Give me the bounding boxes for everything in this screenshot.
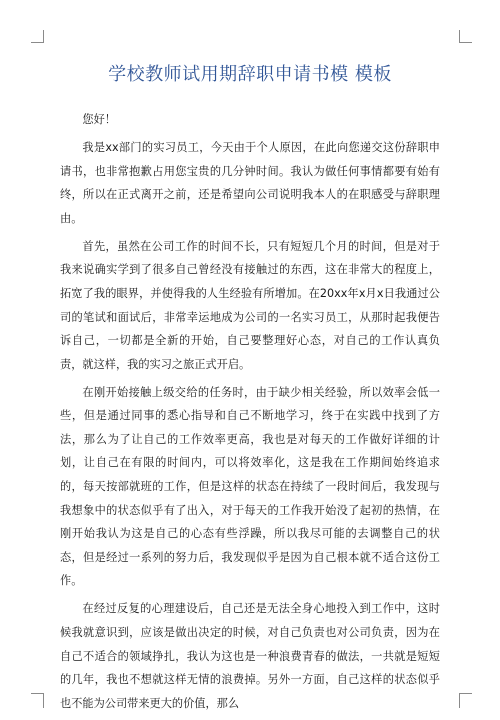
document-title: 学校教师试用期辞职申请书模 模板	[108, 64, 392, 85]
paragraph-2: 首先，虽然在公司工作的时间不长，只有短短几个月的时间，但是对于我来说确实学到了很多自己曾经没有接触过的东西，这在非常大的程度上，拓宽了我的眼界，并使得我的人生经验有所增加。在20xx年x月x日我通过公司的笔试和面试后，非常幸运地成为公司的一名实习员工，从那时起我便告诉自己，一切都是全新的开始，自己要整理好心态，对自己的工作认真负责，就这样，我的实习之旅正式开启。	[60, 239, 440, 371]
paragraph-4: 在经过反复的心理建设后，自己还是无法全身心地投入到工作中，这时候我就意识到，应该是做出决定的时候，对自己负责也对公司负责，因为在自己不适合的领域挣扎，我认为这也是一种浪费青春的做法，一共就是短短的几年，我也不想就这样无情的浪费掉。另外一方面，自己这样的状态似乎也不能为公司带来更大的价值，那么	[60, 602, 440, 710]
paragraph-3: 在刚开始接触上级交给的任务时，由于缺少相关经验，所以效率会低一些，但是通过同事的悉心指导和自己不断地学习，终于在实践中找到了方法，那么为了让自己的工作效率更高，我也是对每天的工作做好详细的计划，让自己在有限的时间内，可以将效率化，这是我在工作期间始终追求的，每天按部就班的工作，但是这样的状态在持续了一段时间后，我发现与我想象中的状态似乎有了出入，对于每天的工作我开始没了起初的热情，在刚开始我认为这是自己的心态有些浮躁，所以我尽可能的去调整自己的状态，但是经过一系列的努力后，我发现似乎是因为自己根本就不适合这份工作。	[60, 385, 440, 588]
page-corner-mark-bottom-left	[31, 693, 44, 708]
page-corner-mark-top-left	[31, 30, 44, 43]
paragraph-1: 我是xx部门的实习员工，今天由于个人原因，在此向您递交这份辞职申请书，也非常抱歉占用您宝贵的几分钟时间。我认为做任何事情都要有始有终，所以在正式离开之前，还是希望向公司说明我本人的在职感受与辞职理由。	[60, 140, 440, 225]
document-body	[60, 108, 440, 720]
page-corner-mark-top-right	[459, 30, 472, 43]
page-corner-mark-bottom-right	[459, 693, 472, 708]
greeting: 您好！	[82, 113, 116, 126]
